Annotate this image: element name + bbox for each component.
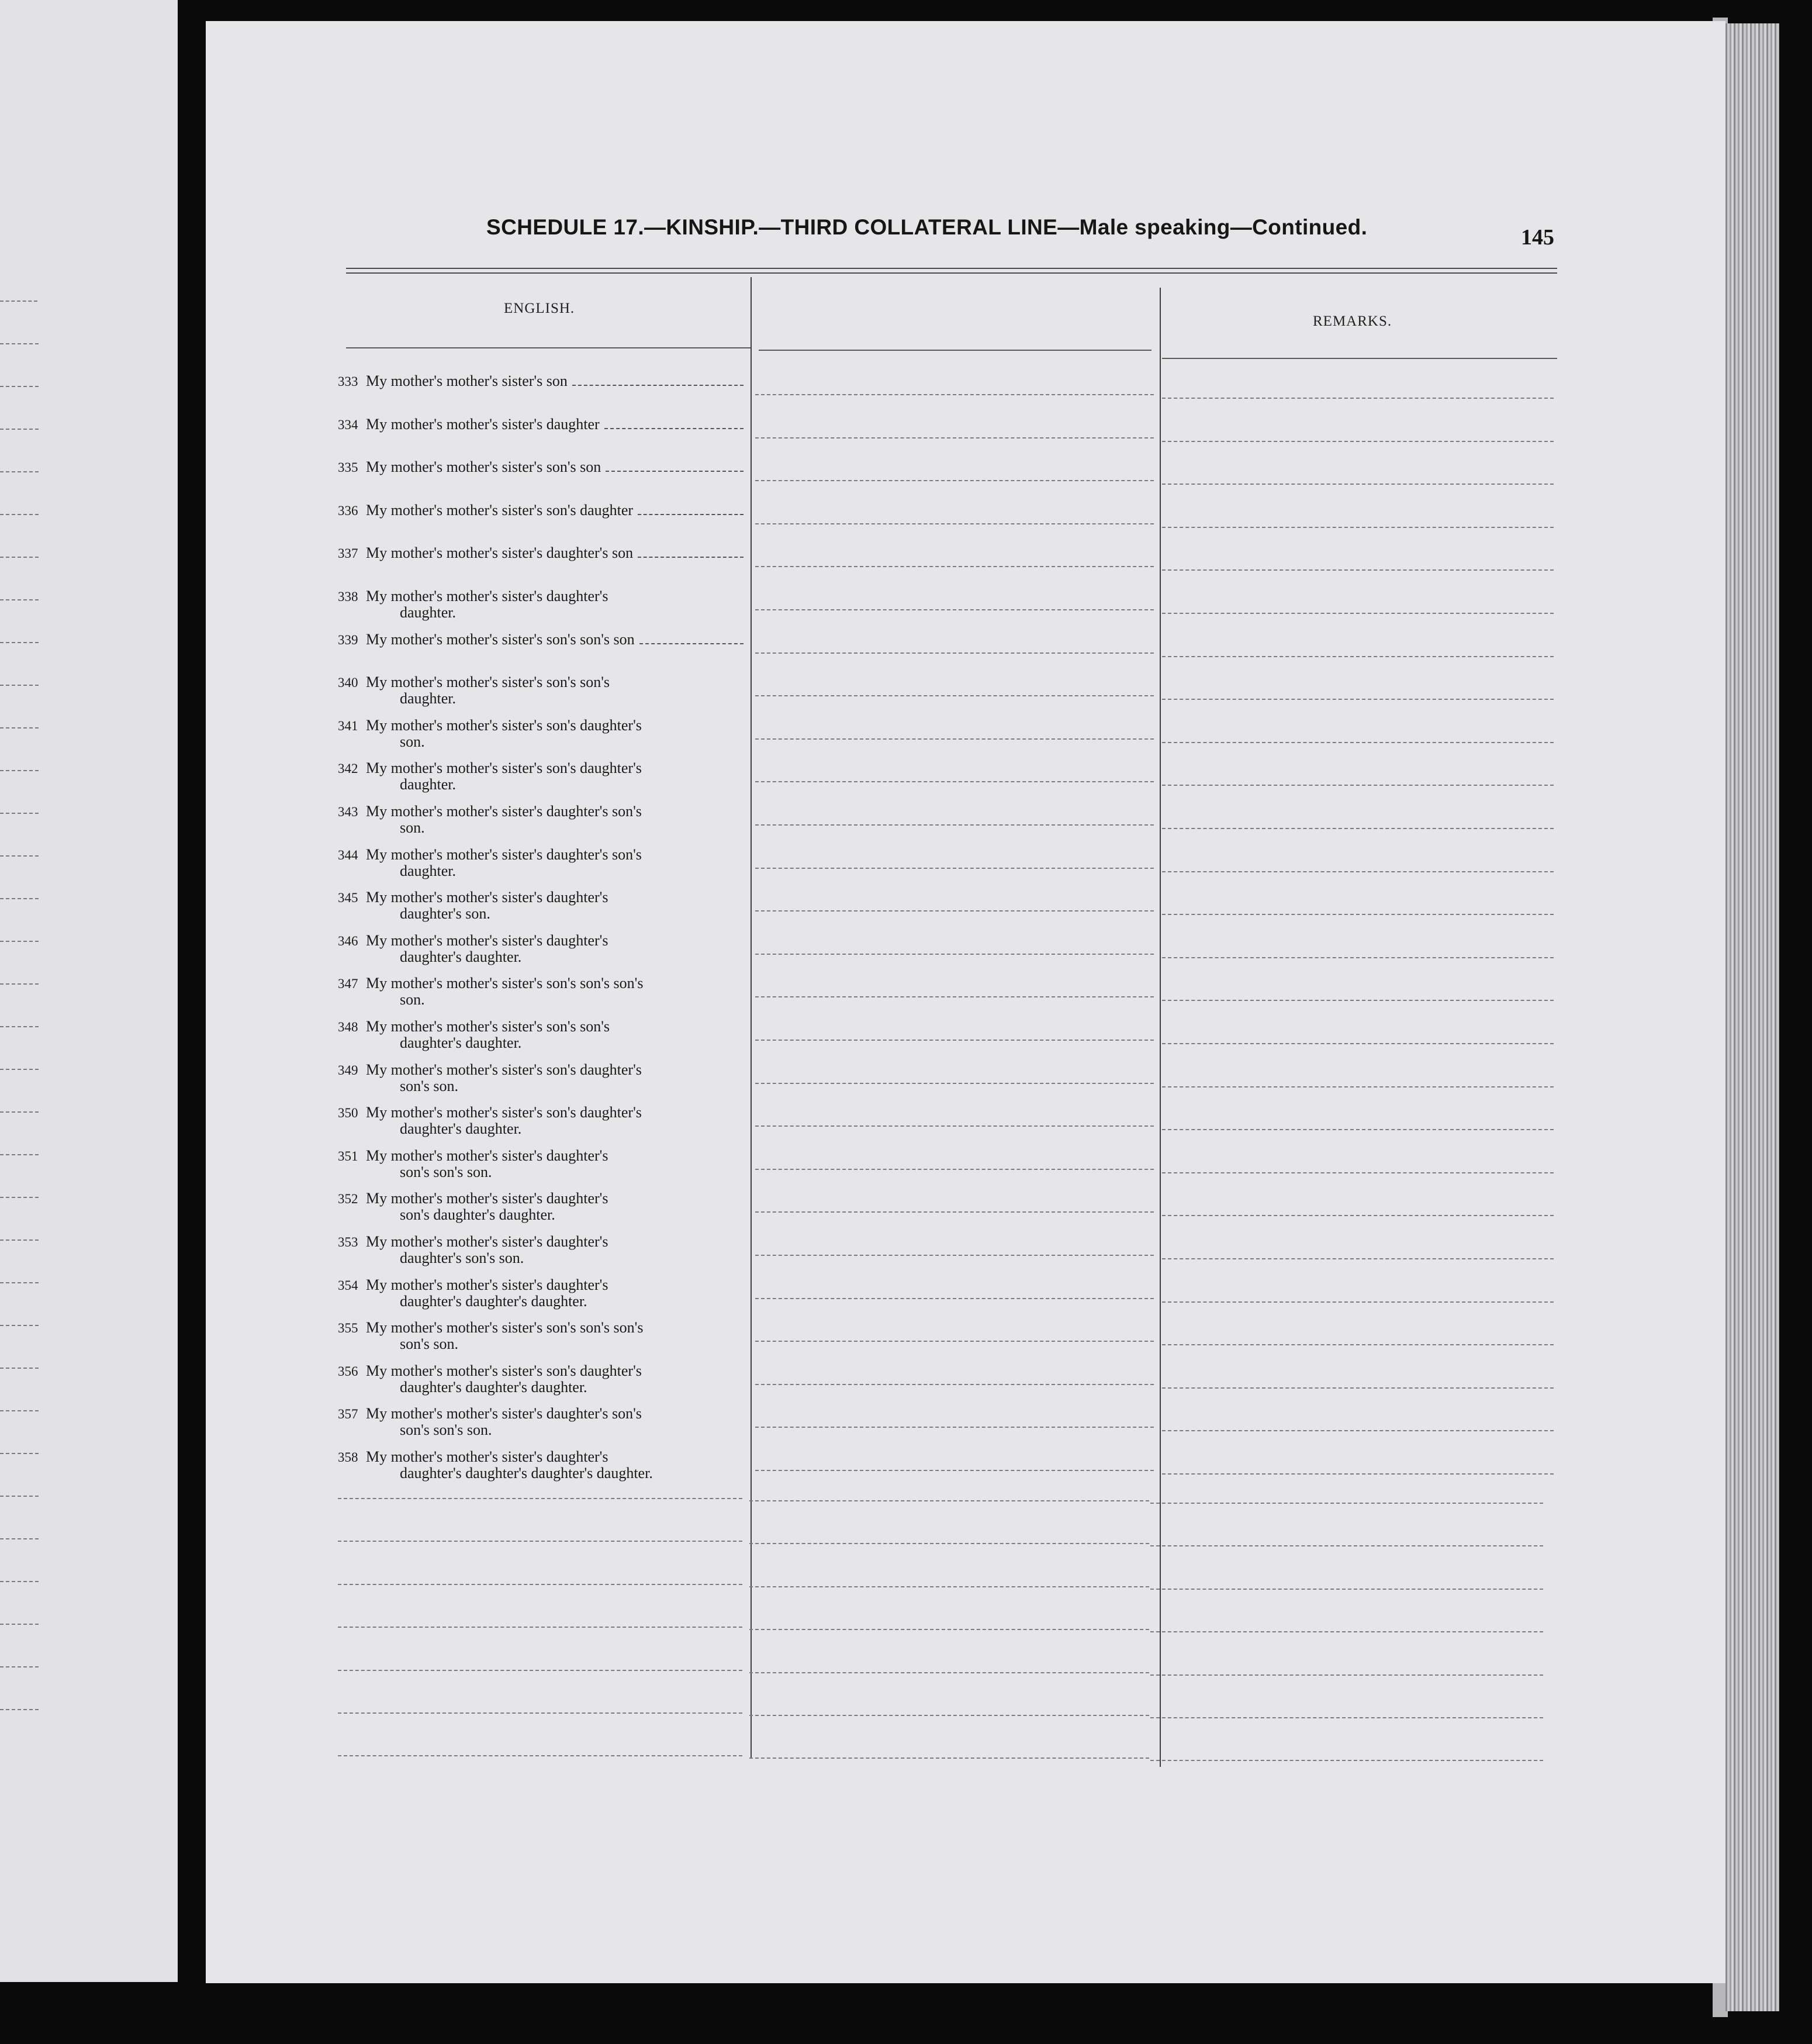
- remarks-field-rule: [1162, 1387, 1554, 1389]
- entry-field-rule: [755, 1384, 1154, 1385]
- entry-text-continued: daughter's daughter's daughter's daughter.: [400, 1465, 653, 1482]
- facing-page-rule: [0, 898, 39, 899]
- entry-number: 335: [338, 460, 358, 475]
- facing-page-edge: [0, 0, 178, 1982]
- entry-field-rule: [755, 954, 1154, 955]
- list-item: [338, 631, 744, 648]
- blank-row-rule: [1150, 1589, 1543, 1590]
- facing-page-rule: [0, 813, 39, 814]
- remarks-field-rule: [1162, 527, 1554, 528]
- remarks-field-rule: [1162, 871, 1554, 872]
- blank-row-rule: [749, 1629, 1149, 1630]
- entry-text-continued: daughter.: [400, 604, 457, 621]
- facing-page-rule: [0, 642, 39, 643]
- entry-text: My mother's mother's sister's son's son's: [366, 674, 610, 691]
- entry-number: 341: [338, 718, 358, 733]
- remarks-field-rule: [1162, 1430, 1554, 1431]
- entry-field-rule: [755, 480, 1154, 481]
- list-item: [338, 975, 744, 1007]
- entry-field-rule: [755, 609, 1154, 610]
- list-item: [338, 674, 744, 706]
- blank-row-rule: [338, 1541, 742, 1542]
- entry-text-continued: son's son.: [400, 1335, 459, 1353]
- entry-text-continued: son's daughter's daughter.: [400, 1206, 555, 1224]
- entry-number: 355: [338, 1321, 358, 1336]
- facing-page-rule: [0, 514, 39, 515]
- entry-field-rule: [755, 910, 1154, 911]
- entry-number: 342: [338, 761, 358, 776]
- middle-header-rule: [759, 350, 1151, 351]
- entry-text: My mother's mother's sister's daughter's son: [366, 544, 634, 562]
- entry-number: 344: [338, 847, 358, 862]
- facing-page-rule: [0, 1709, 39, 1710]
- list-item: [338, 933, 744, 965]
- remarks-field-rule: [1162, 613, 1554, 614]
- entry-text-continued: daughter's son.: [400, 905, 490, 923]
- blank-row-rule: [1150, 1674, 1543, 1676]
- list-item: [338, 502, 744, 519]
- entry-text: My mother's mother's sister's daughter's: [366, 588, 608, 605]
- blank-row-rule: [749, 1586, 1149, 1587]
- entry-field-rule: [755, 1211, 1154, 1213]
- entry-number: 337: [338, 546, 358, 561]
- facing-page-rule: [0, 1239, 39, 1241]
- entry-field-rule: [755, 1470, 1154, 1471]
- remarks-field-rule: [1162, 957, 1554, 958]
- entry-number: 348: [338, 1020, 358, 1034]
- entry-field-rule: [755, 1125, 1154, 1127]
- blank-row-rule: [749, 1758, 1149, 1759]
- entry-text: My mother's mother's sister's daughter's: [366, 1276, 608, 1293]
- entry-text-continued: daughter's daughter.: [400, 1120, 522, 1138]
- entry-number: 357: [338, 1407, 358, 1422]
- blank-row-rule: [338, 1712, 742, 1714]
- blank-row-rule: [1150, 1717, 1543, 1718]
- entry-text: My mother's mother's sister's son's son's son's: [366, 1319, 644, 1337]
- remarks-field-rule: [1162, 1000, 1554, 1001]
- remarks-field-rule: [1162, 699, 1554, 700]
- facing-page-rule: [0, 343, 39, 344]
- entry-text: My mother's mother's sister's daughter's son's: [366, 845, 642, 863]
- remarks-field-rule: [1162, 569, 1554, 571]
- entry-number: 340: [338, 675, 358, 690]
- entry-field-rule: [755, 1040, 1154, 1041]
- entry-text-continued: son.: [400, 991, 425, 1009]
- english-header-rule: [346, 347, 751, 348]
- entry-text: My mother's mother's sister's son's son's son's: [366, 975, 644, 992]
- entry-text: My mother's mother's sister's daughter: [366, 415, 600, 433]
- leader-dots: [572, 385, 744, 386]
- entry-field-rule: [755, 566, 1154, 567]
- entry-number: 343: [338, 805, 358, 819]
- list-item: [338, 889, 744, 921]
- facing-page-rule: [0, 941, 39, 942]
- remarks-field-rule: [1162, 1473, 1554, 1475]
- entry-field-rule: [755, 1298, 1154, 1299]
- facing-page-rule: [0, 471, 39, 472]
- blank-row-rule: [749, 1672, 1149, 1673]
- leader-dots: [639, 643, 744, 644]
- remarks-field-rule: [1162, 1043, 1554, 1044]
- entry-number: 353: [338, 1235, 358, 1249]
- entry-text: My mother's mother's sister's son's daughter's: [366, 759, 642, 777]
- entry-text: My mother's mother's sister's daughter's: [366, 1147, 608, 1164]
- entry-text-continued: daughter.: [400, 776, 457, 793]
- leader-dots: [604, 428, 744, 429]
- list-item: [338, 803, 744, 835]
- entry-text-continued: daughter's daughter's daughter.: [400, 1292, 587, 1310]
- blank-row-rule: [749, 1715, 1149, 1716]
- facing-page-rule: [0, 1111, 39, 1113]
- entry-text: My mother's mother's sister's daughter's: [366, 1448, 608, 1465]
- facing-page-rule: [0, 1453, 39, 1454]
- entry-text: My mother's mother's sister's daughter's: [366, 1190, 608, 1207]
- list-item: [338, 760, 744, 792]
- blank-row-rule: [1150, 1503, 1543, 1504]
- remarks-field-rule: [1162, 398, 1554, 399]
- remarks-field-rule: [1162, 914, 1554, 915]
- remarks-field-rule: [1162, 1344, 1554, 1345]
- entry-text: My mother's mother's sister's daughter's son's: [366, 1405, 642, 1422]
- entry-text-continued: son.: [400, 819, 425, 836]
- list-item: [338, 1018, 744, 1051]
- facing-page-rule: [0, 1666, 39, 1667]
- header-rule: [346, 268, 1557, 274]
- facing-page-rule: [0, 1581, 39, 1582]
- entry-number: 347: [338, 976, 358, 992]
- facing-page-rule: [0, 386, 39, 387]
- entry-number: 358: [338, 1450, 358, 1465]
- blank-row-rule: [1150, 1631, 1543, 1632]
- entry-text: My mother's mother's sister's daughter's: [366, 1233, 608, 1250]
- entry-number: 349: [338, 1062, 358, 1078]
- list-item: [338, 459, 744, 475]
- facing-page-rule: [0, 1410, 39, 1411]
- page-number: 145: [1521, 225, 1554, 250]
- entry-number: 338: [338, 589, 358, 604]
- remarks-field-rule: [1162, 1086, 1554, 1087]
- remarks-header-rule: [1162, 358, 1557, 359]
- entry-number: 356: [338, 1363, 358, 1379]
- entry-number: 346: [338, 933, 358, 948]
- blank-row-rule: [1150, 1760, 1543, 1761]
- list-item: [338, 1062, 744, 1094]
- entry-text: My mother's mother's sister's son's daughter's: [366, 1362, 642, 1379]
- facing-page-rule: [0, 855, 39, 857]
- entry-field-rule: [755, 824, 1154, 826]
- entry-text: My mother's mother's sister's daughter's: [366, 889, 608, 906]
- entry-field-rule: [755, 523, 1154, 524]
- remarks-field-rule: [1162, 656, 1554, 657]
- entry-text: My mother's mother's sister's daughter's: [366, 931, 608, 949]
- blank-row-rule: [1150, 1545, 1543, 1546]
- blank-row-rule: [749, 1543, 1149, 1544]
- entry-field-rule: [755, 1169, 1154, 1170]
- list-item: [338, 373, 744, 389]
- entry-text: My mother's mother's sister's son's son's: [366, 1018, 610, 1035]
- page-title: SCHEDULE 17.—KINSHIP.—THIRD COLLATERAL LINE—Male speaking—Continued.: [486, 215, 1368, 239]
- list-item: [338, 1406, 744, 1438]
- entry-number: 351: [338, 1148, 358, 1163]
- blank-row-rule: [338, 1498, 742, 1499]
- entry-text-continued: daughter's daughter's daughter.: [400, 1378, 587, 1396]
- entry-text-continued: son's son's son.: [400, 1163, 492, 1180]
- entry-text-continued: son.: [400, 733, 425, 750]
- entry-field-rule: [755, 437, 1154, 439]
- facing-page-rule: [0, 1026, 39, 1027]
- entry-number: 345: [338, 890, 358, 906]
- blank-row-rule: [749, 1500, 1149, 1501]
- facing-page-rule: [0, 727, 39, 728]
- entry-number: 354: [338, 1278, 358, 1293]
- entry-text-continued: daughter's daughter.: [400, 1034, 522, 1051]
- entry-number: 336: [338, 503, 358, 518]
- entry-text: My mother's mother's sister's son's daughter's: [366, 1104, 642, 1121]
- entry-number: 334: [338, 417, 358, 432]
- list-item: [338, 588, 744, 620]
- entry-field-rule: [755, 695, 1154, 696]
- entry-field-rule: [755, 1341, 1154, 1342]
- facing-page-rule: [0, 1624, 39, 1625]
- list-item: [338, 717, 744, 750]
- entry-text-continued: son's son.: [400, 1077, 459, 1094]
- column-divider-1: [751, 277, 752, 1759]
- blank-row-rule: [338, 1627, 742, 1628]
- entry-field-rule: [755, 1083, 1154, 1084]
- remarks-field-rule: [1162, 1215, 1554, 1216]
- blank-row-rule: [338, 1670, 742, 1671]
- leader-dots: [638, 514, 744, 515]
- entry-text-continued: daughter.: [400, 862, 457, 879]
- list-item: [338, 1190, 744, 1223]
- entry-field-rule: [755, 1255, 1154, 1256]
- leader-dots: [606, 471, 744, 472]
- leader-dots: [638, 557, 744, 558]
- list-item: [338, 545, 744, 561]
- facing-page-rule: [0, 1069, 39, 1070]
- list-item: [338, 416, 744, 433]
- entry-text-continued: son's son's son.: [400, 1421, 492, 1439]
- facing-page-rule: [0, 1368, 39, 1369]
- entry-text: My mother's mother's sister's son's daughter: [366, 501, 634, 519]
- entry-text: My mother's mother's sister's son's daughter's: [366, 716, 642, 734]
- entry-number: 339: [338, 632, 358, 647]
- entry-field-rule: [755, 868, 1154, 869]
- facing-page-rule: [0, 983, 39, 985]
- entry-text: My mother's mother's sister's son's daughter's: [366, 1061, 642, 1078]
- remarks-field-rule: [1162, 441, 1554, 442]
- entry-text-continued: daughter's son's son.: [400, 1249, 524, 1266]
- entry-text: My mother's mother's sister's son: [366, 372, 568, 389]
- remarks-field-rule: [1162, 828, 1554, 829]
- facing-page-rule: [0, 770, 39, 771]
- entry-number: 350: [338, 1106, 358, 1121]
- remarks-field-rule: [1162, 1258, 1554, 1259]
- remarks-field-rule: [1162, 785, 1554, 786]
- list-item: [338, 1104, 744, 1137]
- blank-row-rule: [338, 1755, 742, 1756]
- entry-number: 352: [338, 1192, 358, 1207]
- entry-text: My mother's mother's sister's son's son: [366, 458, 601, 476]
- entry-text: My mother's mother's sister's daughter's son's: [366, 803, 642, 820]
- book-page-stack: [1725, 23, 1779, 2011]
- facing-page-rule: [0, 1496, 39, 1497]
- column-header-remarks: REMARKS.: [1313, 313, 1392, 329]
- column-header-english: ENGLISH.: [504, 301, 575, 316]
- facing-page-rule: [0, 1282, 39, 1283]
- remarks-field-rule: [1162, 484, 1554, 485]
- entry-text-continued: daughter.: [400, 690, 457, 707]
- list-item: [338, 1234, 744, 1266]
- remarks-field-rule: [1162, 1301, 1554, 1303]
- facing-page-rule: [0, 599, 39, 600]
- remarks-field-rule: [1162, 1172, 1554, 1173]
- facing-page-rule: [0, 685, 39, 686]
- list-item: [338, 1148, 744, 1180]
- list-item: [338, 1277, 744, 1309]
- blank-row-rule: [338, 1584, 742, 1585]
- list-item: [338, 1363, 744, 1395]
- entry-field-rule: [755, 652, 1154, 654]
- facing-page-rule: [0, 1197, 39, 1198]
- entry-field-rule: [755, 1427, 1154, 1428]
- entry-text: My mother's mother's sister's son's son's son: [366, 630, 635, 648]
- list-item: [338, 1320, 744, 1352]
- facing-page-rule: [0, 1538, 39, 1539]
- list-item: [338, 847, 744, 879]
- entry-field-rule: [755, 781, 1154, 782]
- facing-page-rule: [0, 301, 37, 302]
- remarks-field-rule: [1162, 742, 1554, 743]
- list-item: [338, 1449, 744, 1481]
- entry-field-rule: [755, 394, 1154, 395]
- facing-page-rule: [0, 1325, 39, 1326]
- entry-number: 333: [338, 374, 358, 389]
- remarks-field-rule: [1162, 1129, 1554, 1130]
- facing-page-rule: [0, 1154, 39, 1155]
- entry-field-rule: [755, 996, 1154, 997]
- facing-page-rule: [0, 429, 39, 430]
- facing-page-rule: [0, 557, 39, 558]
- entry-text-continued: daughter's daughter.: [400, 948, 522, 965]
- entry-field-rule: [755, 738, 1154, 740]
